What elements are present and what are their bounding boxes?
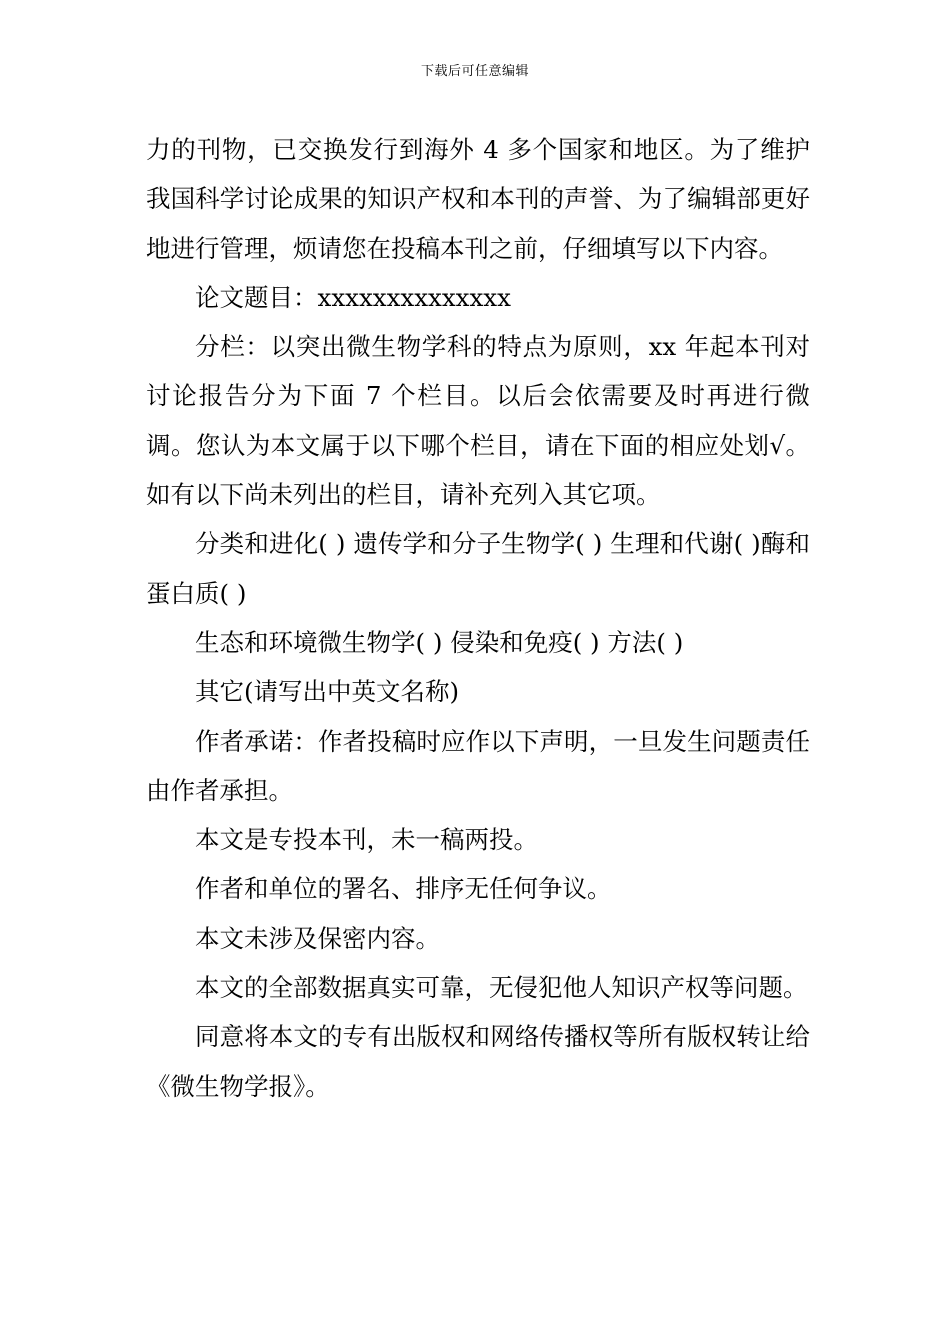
paragraph-category-other: 其它(请写出中英文名称) [195,677,460,707]
paragraph-category-options-2: 生态和环境微生物学( ) 侵染和免疫( ) 方法( ) [195,627,684,657]
paragraph-intro: 力的刊物，已交换发行到海外 4 多个国家和地区。为了维护我国科学讨论成果的知识产权和本刊的声誉、为了编辑部更好地进行管理，烦请您在投稿本刊之前，仔细填写以下内容。 [146,135,810,263]
paragraph-commitment-authorship: 作者和单位的署名、排序无任何争议。 [195,874,612,904]
paragraph-column-categories: 分栏：以突出微生物学科的特点为原则，xx 年起本刊对讨论报告分为下面 7 个栏目。以后会依需要及时再进行微调。您认为本文属于以下哪个栏目，请在下面的相应处划√。如有以下尚未列出的栏目，请补充列入其它项。 [146,332,810,510]
paragraph-paper-title: 论文题目：xxxxxxxxxxxxxx [195,282,511,312]
document-body [146,125,810,1111]
paragraph-category-options-1: 分类和进化( ) 遗传学和分子生物学( ) 生理和代谢( )酶和蛋白质( ) [146,529,810,608]
page-header: 下载后可任意编辑 [420,64,529,79]
paragraph-commitment-copyright: 同意将本文的专有出版权和网络传播权等所有版权转让给《微生物学报》。 [146,1022,810,1101]
paragraph-commitment-confidential: 本文未涉及保密内容。 [195,923,440,953]
paragraph-commitment-data: 本文的全部数据真实可靠，无侵犯他人知识产权等问题。 [195,973,808,1003]
paragraph-commitment-exclusive: 本文是专投本刊，未一稿两投。 [195,825,538,855]
paragraph-author-commitment: 作者承诺：作者投稿时应作以下声明，一旦发生问题责任由作者承担。 [146,726,810,805]
